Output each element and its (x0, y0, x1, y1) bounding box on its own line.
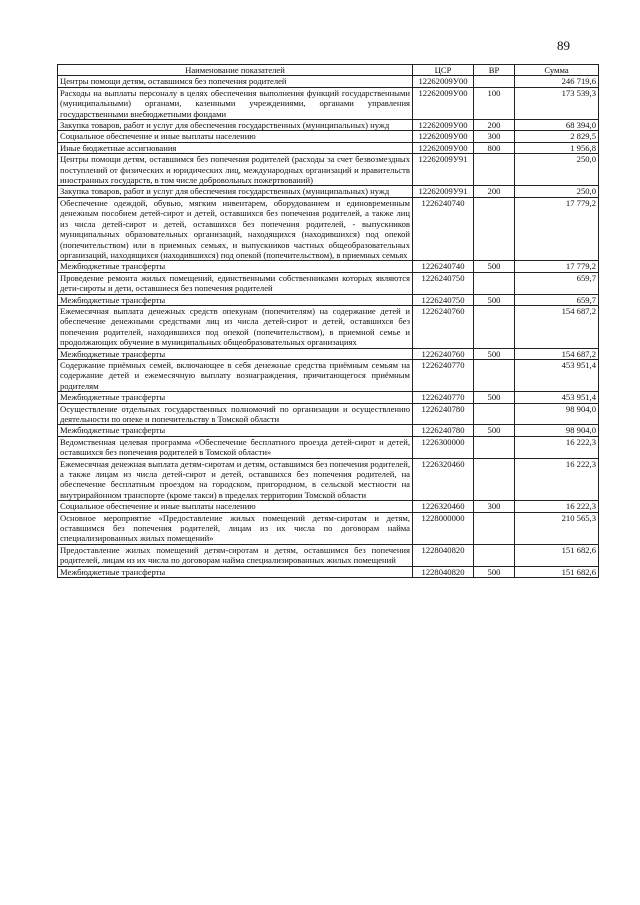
table-body (58, 76, 599, 578)
row-csr-cell: 1228000000 (413, 512, 474, 544)
row-sum-cell: 659,7 (515, 294, 599, 305)
row-csr-cell: 12262009У91 (413, 154, 474, 186)
header-vr: ВР (474, 65, 515, 76)
row-sum-cell: 2 829,5 (515, 131, 599, 142)
table-row (58, 305, 599, 348)
row-sum-cell: 151 682,6 (515, 544, 599, 566)
table-row (58, 425, 599, 436)
row-sum-cell: 17 779,2 (515, 261, 599, 272)
table-row (58, 197, 599, 260)
row-name-cell: Межбюджетные трансферты (58, 348, 413, 359)
row-vr-cell: 300 (474, 131, 515, 142)
row-csr-cell: 1226240770 (413, 359, 474, 391)
table-row (58, 403, 599, 425)
row-vr-cell (474, 403, 515, 425)
row-csr-cell: 1226240740 (413, 261, 474, 272)
row-sum-cell: 246 719,6 (515, 76, 599, 87)
table-row (58, 261, 599, 272)
row-csr-cell: 12262009У00 (413, 142, 474, 153)
row-csr-cell: 1226320460 (413, 458, 474, 501)
row-csr-cell: 1226240780 (413, 425, 474, 436)
row-csr-cell: 1226300000 (413, 436, 474, 458)
table-row (58, 294, 599, 305)
row-name-cell: Ведомственная целевая программа «Обеспечение бесплатного проезда детей-сирот и детей, оставшихся без попечения родителей в Томской области» (58, 436, 413, 458)
page-number: 89 (557, 38, 570, 53)
row-vr-cell (474, 272, 515, 294)
row-name-cell: Социальное обеспечение и иные выплаты населению (58, 501, 413, 512)
row-csr-cell: 1226240760 (413, 348, 474, 359)
row-csr-cell: 12262009У00 (413, 87, 474, 119)
table-row (58, 87, 599, 119)
row-name-cell: Обеспечение одеждой, обувью, мягким инвентарем, оборудованием и единовременным денежным пособием детей-сирот и детей, оставшихся без попечения родителей, а также лиц из числа детей-сирот и детей, оставшихся без попечения родителей, - выпускников муниципальных образовательных организаций, находящихся (находившихся) под опекой (попечительством) или в приемных семьях, и выпускников частных общеобразовательных организаций, находящихся (находившихся) под опекой (попечительством), в приемных семьях (58, 197, 413, 260)
table-row (58, 154, 599, 186)
row-name-cell: Предоставление жилых помещений детям-сиротам и детям, оставшимся без попечения родителей, лицам из их числа по договорам найма специализированных жилых помещений (58, 544, 413, 566)
row-name-cell: Расходы на выплаты персоналу в целях обеспечения выполнения функций государственными (муниципальными) органами, казенными учреждениями, органами управления государственными внебюджетными фондами (58, 87, 413, 119)
row-sum-cell: 151 682,6 (515, 566, 599, 577)
row-sum-cell: 250,0 (515, 186, 599, 197)
table-row (58, 436, 599, 458)
row-sum-cell: 154 687,2 (515, 348, 599, 359)
row-vr-cell (474, 359, 515, 391)
row-vr-cell (474, 458, 515, 501)
table-row (58, 458, 599, 501)
row-csr-cell: 1226240750 (413, 294, 474, 305)
row-name-cell: Межбюджетные трансферты (58, 425, 413, 436)
row-vr-cell (474, 154, 515, 186)
budget-table (57, 64, 599, 578)
row-sum-cell: 68 394,0 (515, 120, 599, 131)
table-row (58, 186, 599, 197)
row-sum-cell: 98 904,0 (515, 403, 599, 425)
header-sum: Сумма (515, 65, 599, 76)
row-csr-cell: 1226240780 (413, 403, 474, 425)
row-csr-cell: 12262009У00 (413, 76, 474, 87)
table-row (58, 76, 599, 87)
row-vr-cell (474, 544, 515, 566)
row-name-cell: Ежемесячная выплата денежных средств опекунам (попечителям) на содержание детей и обеспечение денежными средствами лиц из числа детей-сирот и детей, оставшихся без попечения родителей, находившихся под опекой (попечительством), в приемной семье и продолжающих обучение в муниципальных общеобразовательных организациях (58, 305, 413, 348)
table-row (58, 131, 599, 142)
row-sum-cell: 154 687,2 (515, 305, 599, 348)
table-row (58, 512, 599, 544)
row-name-cell: Проведение ремонта жилых помещений, единственными собственниками которых являются дети-сироты и дети, оставшиеся без попечения родителей (58, 272, 413, 294)
row-vr-cell: 500 (474, 392, 515, 403)
row-name-cell: Центры помощи детям, оставшимся без попечения родителей (58, 76, 413, 87)
row-vr-cell (474, 197, 515, 260)
row-name-cell: Межбюджетные трансферты (58, 294, 413, 305)
row-sum-cell: 98 904,0 (515, 425, 599, 436)
table-row (58, 348, 599, 359)
row-csr-cell: 12262009У00 (413, 131, 474, 142)
table-row (58, 501, 599, 512)
row-name-cell: Межбюджетные трансферты (58, 261, 413, 272)
row-sum-cell: 16 222,3 (515, 458, 599, 501)
row-name-cell: Центры помощи детям, оставшимся без попечения родителей (расходы за счет безвозмездных поступлений от физических и юридических лиц, международных организаций и правительств иностранных государств, в том числе добровольных пожертвований) (58, 154, 413, 186)
row-sum-cell: 453 951,4 (515, 359, 599, 391)
table-row (58, 544, 599, 566)
table-header-row (58, 65, 599, 76)
row-vr-cell: 500 (474, 261, 515, 272)
row-name-cell: Основное мероприятие «Предоставление жилых помещений детям-сиротам и детям, оставшимся без попечения родителей, лицам из их числа по договорам найма специализированных жилых помещений» (58, 512, 413, 544)
row-name-cell: Межбюджетные трансферты (58, 566, 413, 577)
row-name-cell: Ежемесячная денежная выплата детям-сиротам и детям, оставшимся без попечения родителей, а также лицам из числа детей-сирот и детей, оставшихся без попечения родителей, на обеспечение бесплатным проездом на городском, пригородном, в сельской местности на внутрирайонном транспорте (кроме такси) в пределах территории Томской области (58, 458, 413, 501)
row-csr-cell: 1226320460 (413, 501, 474, 512)
row-vr-cell: 500 (474, 294, 515, 305)
row-csr-cell: 12262009У00 (413, 120, 474, 131)
row-csr-cell: 1226240750 (413, 272, 474, 294)
table-row (58, 142, 599, 153)
table-row (58, 272, 599, 294)
row-csr-cell: 1226240760 (413, 305, 474, 348)
row-name-cell: Закупка товаров, работ и услуг для обеспечения государственных (муниципальных) нужд (58, 120, 413, 131)
row-name-cell: Закупка товаров, работ и услуг для обеспечения государственных (муниципальных) нужд (58, 186, 413, 197)
row-vr-cell: 200 (474, 120, 515, 131)
row-vr-cell: 200 (474, 186, 515, 197)
header-name: Наименование показателей (58, 65, 413, 76)
row-vr-cell (474, 76, 515, 87)
row-vr-cell (474, 436, 515, 458)
row-vr-cell: 300 (474, 501, 515, 512)
row-csr-cell: 1228040820 (413, 566, 474, 577)
row-name-cell: Содержание приёмных семей, включающее в себя денежные средства приёмным семьям на содержание детей и ежемесячную выплату вознаграждения, причитающегося приёмным родителям (58, 359, 413, 391)
table-row (58, 120, 599, 131)
row-vr-cell (474, 305, 515, 348)
row-sum-cell: 173 539,3 (515, 87, 599, 119)
row-sum-cell: 16 222,3 (515, 436, 599, 458)
row-vr-cell: 100 (474, 87, 515, 119)
row-vr-cell (474, 512, 515, 544)
row-sum-cell: 659,7 (515, 272, 599, 294)
row-sum-cell: 17 779,2 (515, 197, 599, 260)
row-sum-cell: 16 222,3 (515, 501, 599, 512)
table-row (58, 392, 599, 403)
row-csr-cell: 12262009У91 (413, 186, 474, 197)
row-name-cell: Осуществление отдельных государственных полномочий по организации и осуществлению деятельности по опеке и попечительству в Томской области (58, 403, 413, 425)
row-name-cell: Социальное обеспечение и иные выплаты населению (58, 131, 413, 142)
row-vr-cell: 800 (474, 142, 515, 153)
header-csr: ЦСР (413, 65, 474, 76)
row-vr-cell: 500 (474, 425, 515, 436)
table-row (58, 359, 599, 391)
row-vr-cell: 500 (474, 566, 515, 577)
row-csr-cell: 1228040820 (413, 544, 474, 566)
row-sum-cell: 210 565,3 (515, 512, 599, 544)
row-sum-cell: 250,0 (515, 154, 599, 186)
row-name-cell: Иные бюджетные ассигнования (58, 142, 413, 153)
row-csr-cell: 1226240740 (413, 197, 474, 260)
row-sum-cell: 1 956,8 (515, 142, 599, 153)
table-row (58, 566, 599, 577)
row-name-cell: Межбюджетные трансферты (58, 392, 413, 403)
row-vr-cell: 500 (474, 348, 515, 359)
row-csr-cell: 1226240770 (413, 392, 474, 403)
row-sum-cell: 453 951,4 (515, 392, 599, 403)
